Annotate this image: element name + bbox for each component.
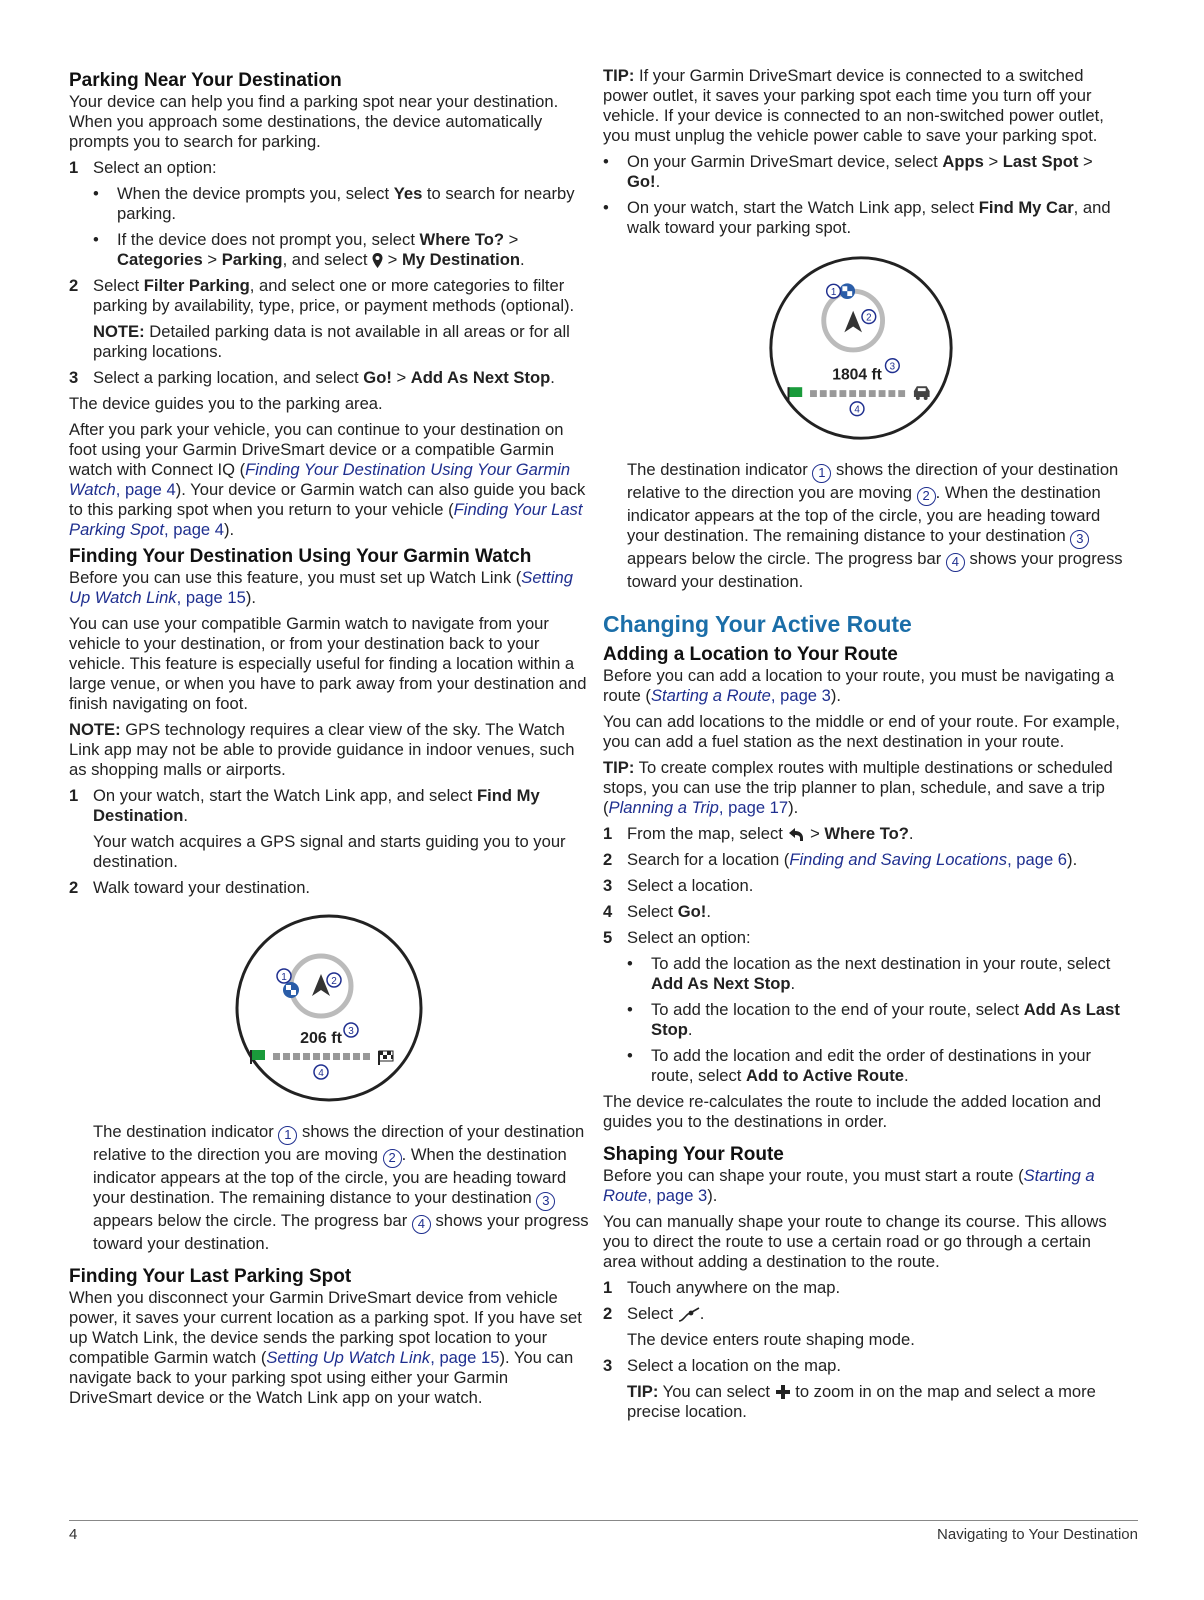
parking-step-1	[69, 158, 589, 178]
text-run: Select	[627, 902, 678, 921]
text-run: shows your progress toward your destination.	[93, 1211, 589, 1253]
text-run: , page 4	[115, 480, 176, 499]
text-run: Select a parking location, and select	[93, 368, 364, 387]
link-finding-last-parking[interactable]: Finding Your Last Parking Spot	[69, 500, 583, 539]
text-run: .	[699, 1304, 705, 1323]
text-run: Search for a location (	[627, 850, 790, 869]
shape-step-3	[603, 1356, 1128, 1376]
callout-3: 3	[536, 1192, 555, 1211]
text-run: Go!	[363, 368, 392, 387]
section-title-shaping: Shaping Your Route	[603, 1144, 784, 1165]
step-number: 4	[603, 902, 613, 921]
start-flag-icon	[788, 387, 802, 397]
text-run: From the map, select	[627, 824, 788, 843]
text-run: If the device does not prompt you, select	[117, 230, 420, 249]
text-run: .	[706, 902, 711, 921]
text-run: shows the direction of your destination relative to the direction you are moving	[93, 1122, 585, 1164]
svg-text:4: 4	[854, 404, 860, 416]
link-setting-up-watch-link-2[interactable]: Setting Up Watch Link	[266, 1348, 431, 1367]
text-run: On your Garmin DriveSmart device, select	[627, 152, 943, 171]
text-run: My Destination	[401, 250, 520, 269]
text-run: , page 4	[164, 520, 224, 539]
link-setting-up-watch-link[interactable]: Setting Up Watch Link	[69, 568, 573, 607]
callout-2: 2	[383, 1149, 402, 1168]
callout-4-icon	[314, 1065, 328, 1079]
text-run: On your watch, start the Watch Link app, and select	[93, 786, 477, 805]
add-location-desc: You can add locations to the middle or end of your route. For example, you can add a fuel station as the next destination in your route.	[603, 712, 1120, 751]
text-run: TIP:	[627, 1382, 659, 1401]
section-title-last-spot: Finding Your Last Parking Spot	[69, 1266, 352, 1287]
left-column	[69, 66, 589, 1414]
text-run: shows your progress toward your destination.	[627, 549, 1123, 591]
text-run: ). Your device or Garmin watch can also guide you back to this parking spot when you return to your vehicle (	[69, 480, 586, 519]
text-run: .	[908, 824, 914, 843]
parking-option-manual	[93, 230, 589, 270]
text-run: Select	[627, 1304, 678, 1323]
destination-flag-icon	[283, 982, 299, 998]
text-run: When the device prompts you, select	[117, 184, 394, 203]
parking-note	[69, 322, 589, 362]
text-run: Add As Next Stop	[651, 974, 791, 993]
text-run: to search for nearby parking.	[117, 184, 575, 223]
text-run: >	[504, 230, 519, 249]
text-run: Where To?	[824, 824, 909, 843]
text-run: After you park your vehicle, you can continue to your destination on foot using your Garmin DriveSmart device or a compatible Garmin watch with Connect IQ (	[69, 420, 564, 479]
add-location-tip	[603, 758, 1128, 818]
text-run: When you disconnect your Garmin DriveSmart device from vehicle power, it saves your current location as a parking spot. If you have set up Watch Link, the device sends the parking spot location to your compatible Garmin watch (	[69, 1288, 582, 1367]
callout-1: 1	[812, 464, 831, 483]
text-run: The destination indicator	[627, 460, 813, 479]
text-run: ).	[788, 798, 799, 817]
parking-guides: The device guides you to the parking area.	[69, 394, 383, 413]
link-finding-destination-watch[interactable]: Finding Your Destination Using Your Garmin Watch	[69, 460, 571, 499]
last-spot-desc	[69, 1288, 589, 1408]
shape-step-2-result: The device enters route shaping mode.	[627, 1330, 915, 1349]
text-run: Apps	[942, 152, 984, 171]
parking-after	[69, 420, 589, 540]
text-run: Go!	[677, 902, 707, 921]
text-run: Before you can add a location to your route, you must be navigating a route (	[603, 666, 1115, 705]
text-run: Find My Destination	[93, 786, 540, 825]
text-run: To add the location and edit the order of destinations in your route, select	[651, 1046, 1092, 1085]
text-run: , page 3	[770, 686, 831, 705]
watch-distance: 206 ft	[300, 1030, 342, 1047]
shaping-desc: You can manually shape your route to change its course. This allows you to direct the route to use a certain road or go through a certain area without adding a destination to the route.	[603, 1212, 1107, 1271]
text-run: Add to Active Route	[746, 1066, 904, 1085]
step-number: 2	[603, 850, 613, 869]
chapter-title: Navigating to Your Destination	[937, 1526, 1138, 1543]
text-run: . When the destination indicator appears at the top of the circle, you are heading toward your destination. The remaining distance to your destination	[627, 483, 1101, 545]
location-pin-icon	[372, 253, 383, 268]
svg-text:1: 1	[281, 972, 287, 983]
svg-text:4: 4	[318, 1068, 324, 1079]
text-run: If your Garmin DriveSmart device is connected to a switched power outlet, it saves your parking spot each time you turn off your vehicle. If your device is connected to an non-switched power outlet, you must unplug the vehicle power cable to save your parking spot.	[603, 66, 1104, 145]
watch-step-2	[69, 878, 589, 898]
callout-2-icon	[327, 973, 341, 987]
route-shape-icon	[678, 1307, 700, 1322]
text-run: To add the location as the next destination in your route, select	[651, 954, 1111, 973]
text-run: ).	[1067, 850, 1078, 869]
text-run: .	[519, 250, 525, 269]
text-run: To add the location to the end of your route, select	[651, 1000, 1024, 1019]
text-run: Where To?	[419, 230, 505, 249]
text-run: NOTE:	[93, 322, 145, 341]
add-location-prereq	[603, 666, 1128, 706]
add-option-next-stop	[627, 954, 1128, 994]
step-number: 3	[603, 1356, 613, 1375]
callout-3-icon	[344, 1023, 358, 1037]
watch-face	[229, 908, 429, 1108]
shape-tip	[603, 1382, 1128, 1422]
text-run: Select an option:	[627, 928, 751, 947]
text-run: , page 15	[176, 588, 246, 607]
add-option-last-stop	[627, 1000, 1128, 1040]
add-step-1	[603, 824, 1128, 844]
text-run: TIP:	[603, 66, 635, 85]
text-run: To create complex routes with multiple destinations or scheduled stops, you can use the trip planner to plan, schedule, and save a trip (	[603, 758, 1113, 817]
text-run: .	[790, 974, 796, 993]
step-number: 1	[603, 824, 613, 843]
watch-face-car	[763, 250, 959, 446]
shape-step-2	[603, 1304, 1128, 1324]
add-step-3	[603, 876, 1128, 896]
text-run: . When the destination indicator appears at the top of the circle, you are heading toward your destination. The remaining distance to your destination	[93, 1145, 567, 1207]
last-spot-option-device	[603, 152, 1128, 192]
text-run: NOTE:	[69, 720, 121, 739]
text-run: Last Spot	[1002, 152, 1079, 171]
watch-distance-car: 1804 ft	[832, 366, 882, 384]
text-run: ).	[830, 686, 842, 705]
step-number: 1	[69, 786, 79, 805]
callout-4: 4	[946, 553, 965, 572]
step-number: 1	[603, 1278, 613, 1297]
callout-1-icon	[827, 284, 841, 298]
text-run: , and walk toward your parking spot.	[627, 198, 1111, 237]
parking-step-3	[69, 368, 589, 388]
link-starting-a-route[interactable]: Starting a Route	[650, 686, 771, 705]
step-number: 3	[603, 876, 613, 895]
text-run: ). You can navigate back to your parking spot using either your Garmin DriveSmart device or the Watch Link app on your watch.	[69, 1348, 574, 1407]
shape-step-1	[603, 1278, 1128, 1298]
watch-step-1-result: Your watch acquires a GPS signal and starts guiding you to your destination.	[93, 832, 566, 871]
step-number: 2	[69, 878, 79, 897]
callout-3-icon	[886, 359, 900, 373]
text-run: Add As Last Stop	[651, 1000, 1120, 1039]
step-number: 2	[69, 276, 79, 295]
plus-icon	[775, 1384, 791, 1400]
right-column	[603, 66, 1128, 1428]
text-run: ).	[224, 520, 235, 539]
svg-text:3: 3	[348, 1026, 354, 1037]
start-flag-icon	[251, 1050, 265, 1060]
section-title-active-route: Changing Your Active Route	[603, 611, 912, 637]
watch-step-1	[69, 786, 589, 826]
callout-2: 2	[917, 487, 936, 506]
text-run: , and select one or more categories to filter parking by availability, type, price, or payment methods (optional).	[93, 276, 575, 315]
text-run: .	[903, 1066, 909, 1085]
text-run: Select	[93, 276, 144, 295]
parking-intro: Your device can help you find a parking spot near your destination. When you approach some destinations, the device automatically prompts you to search for parking.	[69, 92, 559, 151]
page-footer	[69, 1520, 1138, 1545]
back-arrow-icon	[787, 827, 805, 842]
text-run: ).	[707, 1186, 718, 1205]
destination-flag-icon	[839, 283, 855, 299]
text-run: Detailed parking data is not available in all areas or for all parking locations.	[93, 322, 570, 361]
text-run: Filter Parking	[143, 276, 250, 295]
text-run: , page 17	[718, 798, 789, 817]
text-run: Select an option:	[93, 158, 217, 177]
add-location-result: The device re-calculates the route to include the added location and guides you to the destinations in order.	[603, 1092, 1102, 1131]
text-run: Find My Car	[978, 198, 1074, 217]
text-run: .	[655, 172, 661, 191]
step-number: 3	[69, 368, 79, 387]
text-run: >	[1078, 152, 1093, 171]
text-run: >	[983, 152, 1003, 171]
text-run: You can select	[658, 1382, 775, 1401]
text-run: Go!	[627, 172, 656, 191]
section-title-add-location: Adding a Location to Your Route	[603, 644, 898, 665]
text-run: Add As Next Stop	[410, 368, 551, 387]
parking-option-yes	[93, 184, 589, 224]
watch-car-indicator-description	[603, 460, 1128, 592]
text-run: , page 6	[1007, 850, 1068, 869]
watch-car-illustration	[603, 250, 1128, 446]
text-run: Select a location on the map.	[627, 1356, 842, 1375]
callout-3: 3	[1070, 530, 1089, 549]
section-title-watch-nav: Finding Your Destination Using Your Garmin Watch	[69, 546, 532, 567]
link-starting-a-route-2[interactable]: Starting a Route	[603, 1166, 1095, 1205]
svg-text:2: 2	[866, 312, 872, 324]
watch-nav-desc: You can use your compatible Garmin watch to navigate from your vehicle to your destination, or from your destination back to your vehicle. This feature is especially useful for finding a location within a large venue, or when you have to park away from your destination and finish navigating on foot.	[69, 614, 587, 713]
text-run: >	[202, 250, 222, 269]
text-run: GPS technology requires a clear view of the sky. The Watch Link app may not be able to provide guidance in indoor venues, such as shopping malls or airports.	[69, 720, 575, 779]
callout-4: 4	[412, 1215, 431, 1234]
text-run: .	[183, 806, 188, 825]
add-step-2	[603, 850, 1128, 870]
text-run: Yes	[393, 184, 423, 203]
text-run: Before you can shape your route, you must start a route (	[603, 1166, 1024, 1185]
callout-4-icon	[850, 402, 864, 416]
watch-nav-note	[69, 720, 589, 780]
text-run: TIP:	[603, 758, 635, 777]
text-run: .	[687, 1020, 693, 1039]
text-run: The destination indicator	[93, 1122, 279, 1141]
callout-1: 1	[278, 1126, 297, 1145]
add-option-active-route	[627, 1046, 1128, 1086]
text-run: Touch anywhere on the map.	[627, 1278, 841, 1297]
step-number: 2	[603, 1304, 613, 1323]
text-run: .	[550, 368, 555, 387]
svg-text:2: 2	[331, 976, 337, 987]
text-run: to zoom in on the map and select a more precise location.	[627, 1382, 1096, 1421]
callout-1-icon	[277, 969, 291, 983]
watch-nav-prereq	[69, 568, 589, 608]
link-finding-saving-locations[interactable]: Finding and Saving Locations	[789, 850, 1008, 869]
tip-switched-outlet	[603, 66, 1128, 146]
text-run: Categories	[117, 250, 203, 269]
svg-text:3: 3	[889, 361, 896, 373]
text-run: , page 3	[647, 1186, 708, 1205]
shaping-prereq	[603, 1166, 1128, 1206]
add-step-5	[603, 928, 1128, 948]
last-spot-option-watch	[603, 198, 1128, 238]
text-run: appears below the circle. The progress bar	[93, 1211, 412, 1230]
text-run: , page 15	[430, 1348, 500, 1367]
step-number: 5	[603, 928, 613, 947]
link-planning-a-trip[interactable]: Planning a Trip	[608, 798, 719, 817]
text-run: >	[805, 824, 825, 843]
watch-indicator-description	[69, 1122, 589, 1254]
text-run: Parking	[221, 250, 283, 269]
text-run: appears below the circle. The progress bar	[627, 549, 946, 568]
add-step-4	[603, 902, 1128, 922]
page-number: 4	[69, 1526, 78, 1543]
text-run: Walk toward your destination.	[93, 878, 311, 897]
svg-text:1: 1	[830, 287, 837, 299]
section-title-parking: Parking Near Your Destination	[69, 70, 342, 91]
text-run: shows the direction of your destination relative to the direction you are moving	[627, 460, 1119, 502]
parking-step-2	[69, 276, 589, 316]
text-run: , and select	[282, 250, 373, 269]
text-run: Select a location.	[627, 876, 754, 895]
watch-illustration	[69, 908, 589, 1108]
text-run: Before you can use this feature, you must set up Watch Link (	[69, 568, 522, 587]
text-run: >	[383, 250, 402, 269]
text-run: On your watch, start the Watch Link app, select	[627, 198, 979, 217]
text-run: >	[391, 368, 411, 387]
text-run: ).	[245, 588, 256, 607]
callout-2-icon	[862, 310, 876, 324]
step-number: 1	[69, 158, 79, 177]
